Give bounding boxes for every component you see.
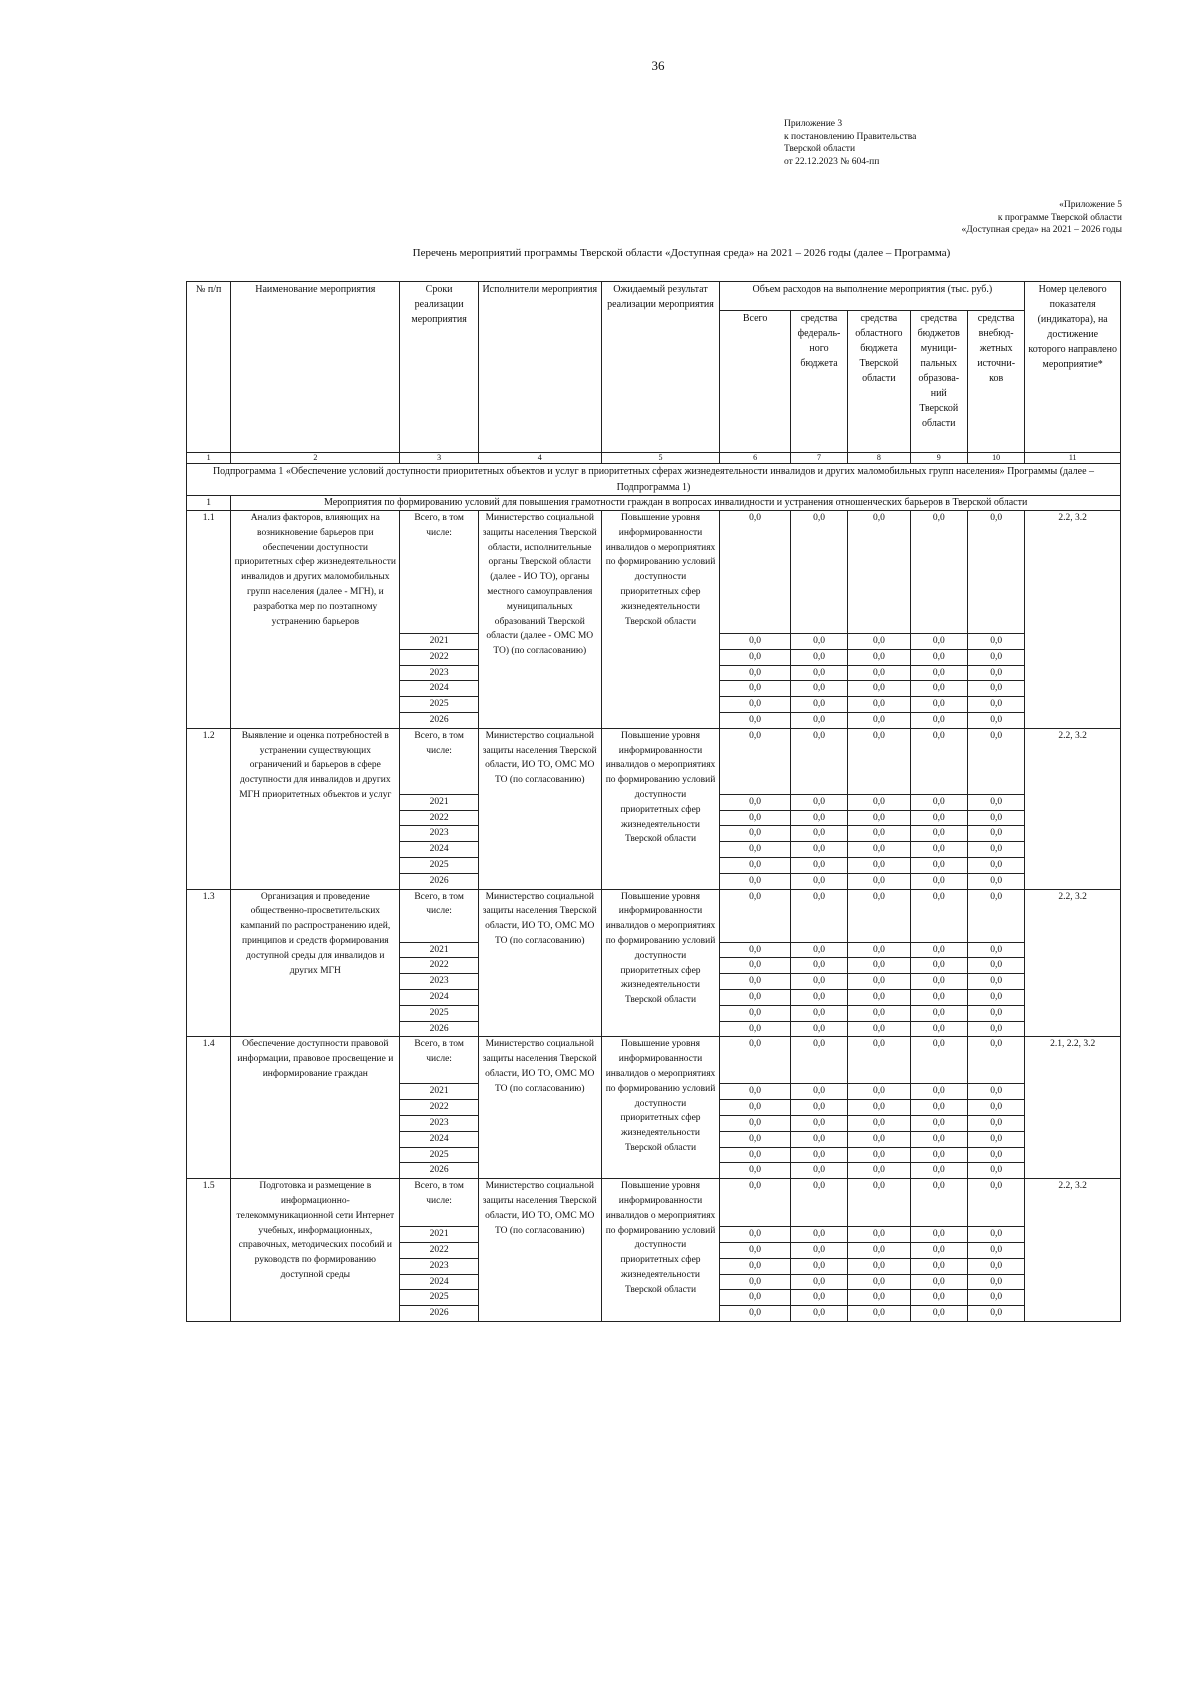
header-name: Наименование мероприятия	[231, 282, 400, 453]
cost-value: 0,0	[967, 873, 1024, 889]
cost-value: 0,0	[720, 1131, 790, 1147]
cost-value: 0,0	[967, 974, 1024, 990]
cost-value: 0,0	[848, 1005, 910, 1021]
year-label: 2021	[400, 942, 479, 958]
cost-value: 0,0	[910, 1227, 967, 1243]
cost-value: 0,0	[790, 1147, 847, 1163]
cost-value: 0,0	[790, 665, 847, 681]
indicator-number: 2.2, 3.2	[1025, 728, 1121, 889]
measures-table	[186, 281, 1121, 1322]
cost-value: 0,0	[967, 826, 1024, 842]
cost-value: 0,0	[910, 1005, 967, 1021]
year-label: 2022	[400, 1100, 479, 1116]
year-label: 2026	[400, 1163, 479, 1179]
cost-value: 0,0	[848, 958, 910, 974]
cost-value: 0,0	[967, 634, 1024, 650]
year-label: 2025	[400, 1005, 479, 1021]
cost-value: 0,0	[790, 681, 847, 697]
cost-value: 0,0	[790, 942, 847, 958]
cost-value: 0,0	[720, 1115, 790, 1131]
header-result: Ожидаемый результат реализации мероприятия	[601, 282, 720, 453]
cost-value: 0,0	[720, 1037, 790, 1084]
year-label: 2026	[400, 873, 479, 889]
cost-value: 0,0	[790, 1242, 847, 1258]
year-label: 2023	[400, 1115, 479, 1131]
cost-value: 0,0	[910, 1084, 967, 1100]
cost-value: 0,0	[910, 989, 967, 1005]
cost-value: 0,0	[720, 1100, 790, 1116]
cost-value: 0,0	[967, 1021, 1024, 1037]
appendix-line: Тверской области	[784, 144, 856, 154]
cost-value: 0,0	[720, 649, 790, 665]
cost-value: 0,0	[967, 1084, 1024, 1100]
subprogram-title: Подпрограмма 1 «Обеспечение условий доступности приоритетных объектов и услуг в приоритетных сферах жизнедеятельности инвалидов и других маломобильных групп населения» Программы (далее – Подпрограмма 1)	[187, 464, 1121, 496]
year-label: 2025	[400, 697, 479, 713]
measure-result: Повышение уровня информированности инвалидов о мероприятиях по формированию условий доступности приоритетных сфер жизнедеятельности Тверской области	[601, 1179, 720, 1322]
cost-value: 0,0	[790, 697, 847, 713]
cost-value: 0,0	[967, 794, 1024, 810]
cost-value: 0,0	[910, 1290, 967, 1306]
cost-value: 0,0	[720, 842, 790, 858]
cost-value: 0,0	[720, 1084, 790, 1100]
document-title: Перечень мероприятий программы Тверской области «Доступная среда» на 2021 – 2026 годы (далее – Программа)	[412, 247, 951, 259]
column-number: 7	[790, 453, 847, 464]
measure-id: 1.2	[187, 728, 231, 889]
cost-value: 0,0	[967, 1258, 1024, 1274]
cost-value: 0,0	[910, 873, 967, 889]
cost-value: 0,0	[720, 634, 790, 650]
cost-value: 0,0	[967, 1179, 1024, 1227]
cost-value: 0,0	[848, 1163, 910, 1179]
column-number: 9	[910, 453, 967, 464]
header-terms: Сроки реализации мероприятия	[400, 282, 479, 453]
cost-value: 0,0	[848, 826, 910, 842]
cost-value: 0,0	[967, 1306, 1024, 1322]
cost-value: 0,0	[790, 649, 847, 665]
cost-value: 0,0	[910, 1147, 967, 1163]
column-number: 6	[720, 453, 790, 464]
year-label: 2026	[400, 1306, 479, 1322]
measure-executors: Министерство социальной защиты населения Тверской области, ИО ТО, ОМС МО ТО (по согласованию)	[478, 728, 601, 889]
measure-id: 1.5	[187, 1179, 231, 1322]
cost-value: 0,0	[720, 826, 790, 842]
header-federal: средства федераль-ного бюджета	[790, 311, 847, 453]
measure-result: Повышение уровня информированности инвалидов о мероприятиях по формированию условий доступности приоритетных сфер жизнедеятельности Тверской области	[601, 728, 720, 889]
cost-value: 0,0	[790, 1037, 847, 1084]
cost-value: 0,0	[910, 810, 967, 826]
column-number: 5	[601, 453, 720, 464]
cost-value: 0,0	[790, 794, 847, 810]
cost-value: 0,0	[790, 889, 847, 942]
cost-value: 0,0	[967, 697, 1024, 713]
column-number: 8	[848, 453, 910, 464]
cost-value: 0,0	[720, 511, 790, 634]
cost-value: 0,0	[848, 1242, 910, 1258]
cost-value: 0,0	[967, 1163, 1024, 1179]
cost-value: 0,0	[790, 1005, 847, 1021]
cost-value: 0,0	[967, 649, 1024, 665]
cost-value: 0,0	[720, 889, 790, 942]
header-executors: Исполнители мероприятия	[478, 282, 601, 453]
cost-value: 0,0	[848, 989, 910, 1005]
cost-value: 0,0	[910, 1179, 967, 1227]
cost-value: 0,0	[790, 1258, 847, 1274]
column-number: 1	[187, 453, 231, 464]
cost-value: 0,0	[720, 873, 790, 889]
cost-value: 0,0	[967, 1115, 1024, 1131]
cost-value: 0,0	[848, 728, 910, 794]
year-label: 2024	[400, 1274, 479, 1290]
cost-value: 0,0	[848, 1021, 910, 1037]
cost-value: 0,0	[910, 1163, 967, 1179]
cost-value: 0,0	[848, 511, 910, 634]
cost-value: 0,0	[967, 810, 1024, 826]
cost-value: 0,0	[967, 958, 1024, 974]
cost-value: 0,0	[790, 634, 847, 650]
cost-value: 0,0	[790, 1179, 847, 1227]
cost-value: 0,0	[967, 1100, 1024, 1116]
year-label: 2024	[400, 842, 479, 858]
cost-value: 0,0	[910, 1100, 967, 1116]
column-number: 10	[967, 453, 1024, 464]
cost-value: 0,0	[967, 1005, 1024, 1021]
measure-executors: Министерство социальной защиты населения Тверской области, ИО ТО, ОМС МО ТО (по согласованию)	[478, 1179, 601, 1322]
cost-value: 0,0	[848, 1290, 910, 1306]
cost-value: 0,0	[848, 1131, 910, 1147]
appendix-block	[784, 118, 916, 168]
header-indicator: Номер целевого показателя (индикатора), на достижение которого направлено мероприятие*	[1025, 282, 1121, 453]
cost-value: 0,0	[848, 1147, 910, 1163]
measure-name: Выявление и оценка потребностей в устранении существующих ограничений и барьеров в сфере доступности для инвалидов и других МГН приоритетных объектов и услуг	[231, 728, 400, 889]
cost-value: 0,0	[967, 681, 1024, 697]
cost-value: 0,0	[910, 665, 967, 681]
indicator-number: 2.1, 2.2, 3.2	[1025, 1037, 1121, 1179]
year-label: 2022	[400, 958, 479, 974]
cost-value: 0,0	[910, 1274, 967, 1290]
cost-value: 0,0	[910, 712, 967, 728]
cost-value: 0,0	[720, 1021, 790, 1037]
appendix-line: «Приложение 5	[1059, 200, 1122, 210]
cost-value: 0,0	[790, 873, 847, 889]
cost-value: 0,0	[720, 1005, 790, 1021]
year-label: 2021	[400, 1084, 479, 1100]
cost-value: 0,0	[910, 1242, 967, 1258]
cost-value: 0,0	[720, 1163, 790, 1179]
appendix-line: «Доступная среда» на 2021 – 2026 годы	[961, 225, 1122, 235]
measure-id: 1.1	[187, 511, 231, 729]
cost-value: 0,0	[910, 1306, 967, 1322]
header-municipal: средства бюджетов муници-пальных образова-ний Тверской области	[910, 311, 967, 453]
cost-value: 0,0	[910, 958, 967, 974]
cost-value: 0,0	[967, 942, 1024, 958]
header-num: № п/п	[187, 282, 231, 453]
cost-value: 0,0	[720, 697, 790, 713]
cost-value: 0,0	[790, 1115, 847, 1131]
year-label: 2021	[400, 794, 479, 810]
cost-value: 0,0	[720, 1147, 790, 1163]
cost-value: 0,0	[967, 1147, 1024, 1163]
measure-row	[187, 728, 1121, 794]
year-label: 2024	[400, 1131, 479, 1147]
cost-value: 0,0	[720, 1274, 790, 1290]
cost-value: 0,0	[848, 857, 910, 873]
column-number: 2	[231, 453, 400, 464]
header-total: Всего	[720, 311, 790, 453]
cost-value: 0,0	[790, 810, 847, 826]
cost-value: 0,0	[848, 1306, 910, 1322]
cost-value: 0,0	[848, 1084, 910, 1100]
measure-name: Анализ факторов, влияющих на возникновение барьеров при обеспечении доступности приоритетных сфер жизнедеятельности инвалидов и других маломобильных групп населения (далее - МГН), и разработка мер по поэтапному устранению барьеров	[231, 511, 400, 729]
appendix-line: Приложение 3	[784, 119, 843, 129]
indicator-number: 2.2, 3.2	[1025, 511, 1121, 729]
program-appendix-block	[962, 199, 1122, 237]
header-extra: средства внебюд-жетных источни-ков	[967, 311, 1024, 453]
year-label: 2024	[400, 681, 479, 697]
measure-row	[187, 1037, 1121, 1084]
cost-value: 0,0	[967, 889, 1024, 942]
cost-value: 0,0	[967, 728, 1024, 794]
cost-value: 0,0	[720, 1242, 790, 1258]
cost-value: 0,0	[790, 511, 847, 634]
header-costs: Объем расходов на выполнение мероприятия (тыс. руб.)	[720, 282, 1025, 311]
cost-value: 0,0	[790, 1131, 847, 1147]
measure-id: 1.3	[187, 889, 231, 1037]
cost-value: 0,0	[848, 810, 910, 826]
cost-value: 0,0	[910, 649, 967, 665]
measure-name: Подготовка и размещение в информационно-телекоммуникационной сети Интернет учебных, информационных, справочных, методических пособий и руководств по формированию доступной среды	[231, 1179, 400, 1322]
cost-value: 0,0	[790, 1227, 847, 1243]
measure-id: 1.4	[187, 1037, 231, 1179]
group-number: 1	[187, 496, 231, 511]
cost-value: 0,0	[848, 665, 910, 681]
measure-row	[187, 889, 1121, 942]
cost-value: 0,0	[910, 857, 967, 873]
term-total-label: Всего, в том числе:	[400, 728, 479, 794]
indicator-number: 2.2, 3.2	[1025, 889, 1121, 1037]
cost-value: 0,0	[910, 842, 967, 858]
cost-value: 0,0	[967, 1037, 1024, 1084]
cost-value: 0,0	[910, 697, 967, 713]
term-total-label: Всего, в том числе:	[400, 1179, 479, 1227]
cost-value: 0,0	[910, 942, 967, 958]
cost-value: 0,0	[848, 842, 910, 858]
year-label: 2025	[400, 857, 479, 873]
cost-value: 0,0	[848, 1227, 910, 1243]
cost-value: 0,0	[910, 634, 967, 650]
cost-value: 0,0	[967, 712, 1024, 728]
cost-value: 0,0	[720, 1258, 790, 1274]
cost-value: 0,0	[790, 826, 847, 842]
appendix-line: к постановлению Правительства	[784, 131, 917, 142]
cost-value: 0,0	[848, 1274, 910, 1290]
cost-value: 0,0	[720, 1306, 790, 1322]
appendix-line: к программе Тверской области	[997, 212, 1122, 223]
cost-value: 0,0	[720, 681, 790, 697]
cost-value: 0,0	[910, 1037, 967, 1084]
cost-value: 0,0	[848, 974, 910, 990]
year-label: 2023	[400, 665, 479, 681]
cost-value: 0,0	[790, 728, 847, 794]
cost-value: 0,0	[967, 1131, 1024, 1147]
column-number: 3	[400, 453, 479, 464]
measure-executors: Министерство социальной защиты населения Тверской области, ИО ТО, ОМС МО ТО (по согласованию)	[478, 889, 601, 1037]
cost-value: 0,0	[910, 511, 967, 634]
cost-value: 0,0	[967, 1274, 1024, 1290]
cost-value: 0,0	[967, 511, 1024, 634]
cost-value: 0,0	[720, 1290, 790, 1306]
cost-value: 0,0	[790, 1306, 847, 1322]
cost-value: 0,0	[790, 974, 847, 990]
cost-value: 0,0	[910, 826, 967, 842]
term-total-label: Всего, в том числе:	[400, 889, 479, 942]
measure-row	[187, 1179, 1121, 1227]
term-total-label: Всего, в том числе:	[400, 511, 479, 634]
measure-name: Организация и проведение общественно-просветительских кампаний по распространению идей, принципов и средств формирования доступной среды для инвалидов и других МГН	[231, 889, 400, 1037]
year-label: 2023	[400, 826, 479, 842]
cost-value: 0,0	[720, 989, 790, 1005]
column-number: 4	[478, 453, 601, 464]
cost-value: 0,0	[790, 1290, 847, 1306]
cost-value: 0,0	[910, 974, 967, 990]
cost-value: 0,0	[848, 873, 910, 889]
cost-value: 0,0	[910, 728, 967, 794]
cost-value: 0,0	[848, 649, 910, 665]
cost-value: 0,0	[967, 989, 1024, 1005]
cost-value: 0,0	[720, 712, 790, 728]
cost-value: 0,0	[720, 857, 790, 873]
year-label: 2021	[400, 1227, 479, 1243]
cost-value: 0,0	[848, 712, 910, 728]
cost-value: 0,0	[967, 1227, 1024, 1243]
year-label: 2023	[400, 1258, 479, 1274]
cost-value: 0,0	[848, 681, 910, 697]
cost-value: 0,0	[848, 697, 910, 713]
year-label: 2021	[400, 634, 479, 650]
year-label: 2024	[400, 989, 479, 1005]
cost-value: 0,0	[790, 857, 847, 873]
year-label: 2025	[400, 1290, 479, 1306]
cost-value: 0,0	[910, 1131, 967, 1147]
cost-value: 0,0	[720, 974, 790, 990]
cost-value: 0,0	[720, 942, 790, 958]
year-label: 2022	[400, 649, 479, 665]
measure-result: Повышение уровня информированности инвалидов о мероприятиях по формированию условий доступности приоритетных сфер жизнедеятельности Тверской области	[601, 511, 720, 729]
year-label: 2023	[400, 974, 479, 990]
cost-value: 0,0	[848, 1258, 910, 1274]
cost-value: 0,0	[790, 842, 847, 858]
cost-value: 0,0	[848, 794, 910, 810]
cost-value: 0,0	[967, 842, 1024, 858]
measure-executors: Министерство социальной защиты населения Тверской области, исполнительные органы Тверской области (далее - ИО ТО), органы местного самоуправления муниципальных образований Тверской области (далее - ОМС МО ТО) (по согласованию)	[478, 511, 601, 729]
term-total-label: Всего, в том числе:	[400, 1037, 479, 1084]
indicator-number: 2.2, 3.2	[1025, 1179, 1121, 1322]
year-label: 2025	[400, 1147, 479, 1163]
cost-value: 0,0	[848, 942, 910, 958]
cost-value: 0,0	[790, 958, 847, 974]
cost-value: 0,0	[848, 634, 910, 650]
year-label: 2026	[400, 712, 479, 728]
group-title: Мероприятия по формированию условий для повышения грамотности граждан в вопросах инвалидности и устранения отношенческих барьеров в Тверской области	[231, 496, 1121, 511]
cost-value: 0,0	[720, 810, 790, 826]
cost-value: 0,0	[790, 712, 847, 728]
cost-value: 0,0	[720, 665, 790, 681]
measure-result: Повышение уровня информированности инвалидов о мероприятиях по формированию условий доступности приоритетных сфер жизнедеятельности Тверской области	[601, 889, 720, 1037]
cost-value: 0,0	[848, 889, 910, 942]
cost-value: 0,0	[790, 1274, 847, 1290]
cost-value: 0,0	[967, 1290, 1024, 1306]
year-label: 2022	[400, 1242, 479, 1258]
cost-value: 0,0	[910, 681, 967, 697]
cost-value: 0,0	[720, 1227, 790, 1243]
cost-value: 0,0	[790, 1084, 847, 1100]
cost-value: 0,0	[720, 1179, 790, 1227]
appendix-line: от 22.12.2023 № 604-пп	[784, 156, 880, 167]
cost-value: 0,0	[848, 1100, 910, 1116]
cost-value: 0,0	[848, 1115, 910, 1131]
cost-value: 0,0	[910, 1115, 967, 1131]
cost-value: 0,0	[790, 1163, 847, 1179]
cost-value: 0,0	[910, 889, 967, 942]
measure-name: Обеспечение доступности правовой информации, правовое просвещение и информирование граждан	[231, 1037, 400, 1179]
cost-value: 0,0	[848, 1037, 910, 1084]
cost-value: 0,0	[967, 665, 1024, 681]
measure-result: Повышение уровня информированности инвалидов о мероприятиях по формированию условий доступности приоритетных сфер жизнедеятельности Тверской области	[601, 1037, 720, 1179]
cost-value: 0,0	[848, 1179, 910, 1227]
cost-value: 0,0	[910, 1258, 967, 1274]
cost-value: 0,0	[910, 794, 967, 810]
cost-value: 0,0	[790, 1021, 847, 1037]
header-regional: средства областного бюджета Тверской области	[848, 311, 910, 453]
cost-value: 0,0	[720, 794, 790, 810]
measure-row	[187, 511, 1121, 634]
year-label: 2026	[400, 1021, 479, 1037]
cost-value: 0,0	[910, 1021, 967, 1037]
cost-value: 0,0	[790, 1100, 847, 1116]
cost-value: 0,0	[720, 958, 790, 974]
year-label: 2022	[400, 810, 479, 826]
cost-value: 0,0	[790, 989, 847, 1005]
cost-value: 0,0	[967, 1242, 1024, 1258]
page-number: 36	[651, 58, 665, 73]
cost-value: 0,0	[967, 857, 1024, 873]
cost-value: 0,0	[720, 728, 790, 794]
column-number: 11	[1025, 453, 1121, 464]
measure-executors: Министерство социальной защиты населения Тверской области, ИО ТО, ОМС МО ТО (по согласованию)	[478, 1037, 601, 1179]
